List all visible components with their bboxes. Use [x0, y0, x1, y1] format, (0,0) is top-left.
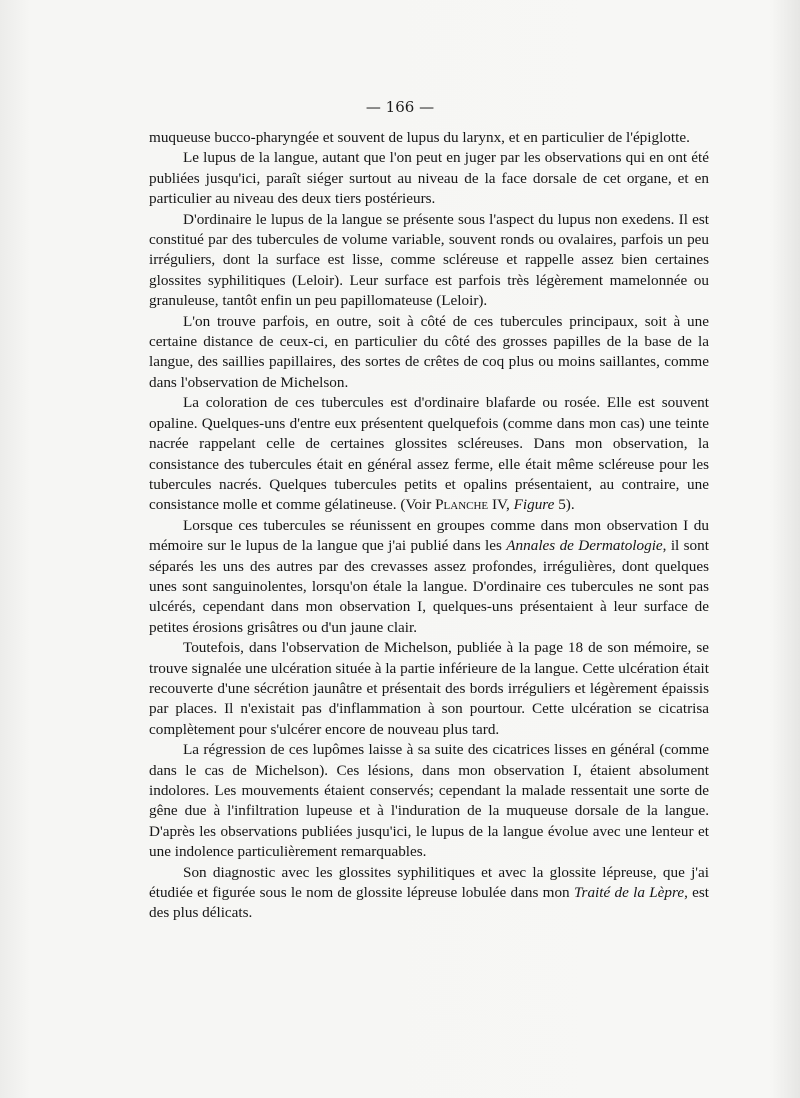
paragraph-text: Toutefois, dans l'observation de Michelson, publiée à la page 18 de son mémoire, se trouve signalée une ulcération située à la partie inférieure de la langue. Cette ulcération était recouverte d'une sécrétion jaunâtre et présentait des bords irréguliers et légèrement épaissis par places. Il n'existait pas d'inflammation à son pourtour. Cette ulcération se cicatrisa complètement pour s'ulcérer encore de nouveau plus tard.: [149, 639, 709, 738]
paragraph: [149, 516, 709, 638]
paragraph-text: Son diagnostic avec les glossites syphilitiques et avec la glossite lépreuse, que j'ai étudiée et figurée sous le nom de glossite lépreuse lobulée dans mon: [149, 863, 709, 902]
journal-title: Annales de Dermatologie: [506, 537, 663, 555]
paragraph: [149, 210, 709, 312]
body-text: [149, 128, 709, 924]
paragraph-text: 5).: [554, 496, 575, 514]
paragraph-text: L'on trouve parfois, en outre, soit à côté de ces tubercules principaux, soit à une certaine distance de ceux-ci, en particulier du côté des grosses papilles de la base de la langue, des saillies papillaires, des sortes de crêtes de coq plus ou moins saillantes, comme dans l'observation de Michelson.: [149, 312, 709, 391]
paragraph: [149, 740, 709, 862]
paragraph-text: Le lupus de la langue, autant que l'on peut en juger par les observations qui en ont été publiées jusqu'ici, paraît siéger surtout au niveau de la face dorsale de cet organe, et en particulier au niveau des deux tiers postérieurs.: [149, 149, 709, 208]
paragraph: [149, 128, 709, 148]
paragraph-text: La coloration de ces tubercules est d'ordinaire blafarde ou rosée. Elle est souvent opaline. Quelques-uns d'entre eux présentent quelquefois (comme dans mon cas) une teinte nacrée rappelant celle de certaines glossites scléreuses. Dans mon observation, la consistance des tubercules était en général assez ferme, elle était même scléreuse pour les tubercules nacrés. Quelques tubercules petits et opalins présentaient, au contraire, une consistance molle et comme gélatineuse. (Voir: [149, 394, 709, 514]
paragraph-text: muqueuse bucco-pharyngée et souvent de lupus du larynx, et en particulier de l'épiglotte.: [149, 129, 690, 146]
plate-reference: Planche: [435, 496, 489, 514]
page-number: — 166 —: [365, 98, 435, 116]
paragraph: [149, 638, 709, 740]
paragraph: [149, 863, 709, 924]
paragraph-text: D'ordinaire le lupus de la langue se présente sous l'aspect du lupus non exedens. Il est constitué par des tubercules de volume variable, souvent ronds ou ovalaires, parfois un peu irréguliers, dont la surface est lisse, comme scléreuse et rappelle assez bien certaines glossites syphilitiques (Leloir). Leur surface est parfois très légèrement mamelonnée ou granuleuse, tantôt enfin un peu papillomateuse (Leloir).: [149, 210, 709, 310]
paragraph-text: , il sont séparés les uns des autres par des crevasses assez profondes, irrégulières, dont quelques unes sont sanguinolentes, lorsqu'on étale la langue. D'ordinaire ces tubercules ne sont pas ulcérés, cependant dans mon observation I, quelques-uns présentaient à leur surface de petites érosions grisâtres ou d'un jaune clair.: [149, 537, 709, 636]
paragraph-text: IV,: [488, 496, 514, 514]
figure-reference: Figure: [513, 496, 555, 514]
book-title: Traité de la Lèpre: [573, 884, 685, 902]
paragraph-text: La régression de ces lupômes laisse à sa suite des cicatrices lisses en général (comme dans le cas de Michelson). Ces lésions, dans mon observation I, étaient absolument indolores. Les mouvements étaient conservés; cependant la malade ressentait une sorte de gêne due à l'infiltration lupeuse et à l'induration de la muqueuse dorsale de la langue. D'après les observations publiées jusqu'ici, le lupus de la langue évolue avec une lenteur et une indolence particulièrement remarquables.: [149, 741, 709, 861]
paragraph: [149, 393, 709, 515]
paragraph: [149, 148, 709, 209]
paragraph: [149, 312, 709, 394]
paragraph-text: , est des plus délicats.: [149, 884, 710, 922]
paragraph-text: Lorsque ces tubercules se réunissent en groupes comme dans mon observation I du mémoire sur le lupus de la langue que j'ai publié dans les: [149, 516, 709, 555]
